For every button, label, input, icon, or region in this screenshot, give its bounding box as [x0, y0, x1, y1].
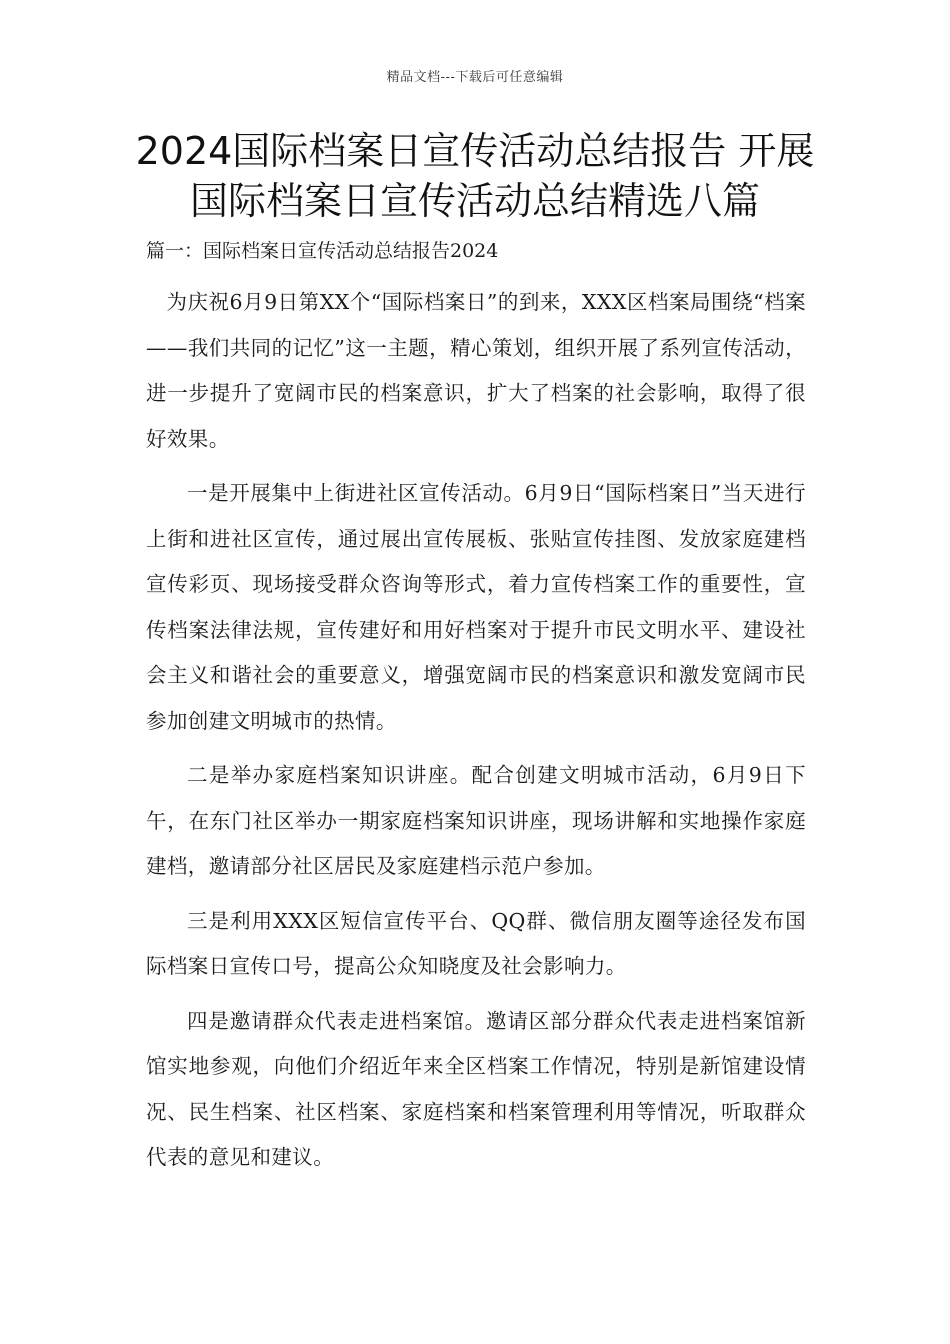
body-text — [146, 280, 806, 1181]
section-title: 篇一：国际档案日宣传活动总结报告2024 — [146, 240, 499, 262]
paragraph-intro: 为庆祝6月9日第XX个“国际档案日”的到来，XXX区档案局围绕“档案——我们共同的记忆”这一主题，精心策划，组织开展了系列宣传活动，进一步提升了宽阔市民的档案意识，扩大了档案的社会影响，取得了很好效果。 — [146, 290, 806, 451]
paragraph-item-1: 一是开展集中上街进社区宣传活动。6月9日“国际档案日”当天进行上街和进社区宣传，通过展出宣传展板、张贴宣传挂图、发放家庭建档宣传彩页、现场接受群众咨询等形式，着力宣传档案工作的重要性，宣传档案法律法规，宣传建好和用好档案对于提升市民文明水平、建设社会主义和谐社会的重要意义，增强宽阔市民的档案意识和激发宽阔市民参加创建文明城市的热情。 — [146, 481, 806, 733]
paragraph-item-2: 二是举办家庭档案知识讲座。配合创建文明城市活动，6月9日下午，在东门社区举办一期家庭档案知识讲座，现场讲解和实地操作家庭建档，邀请部分社区居民及家庭建档示范户参加。 — [146, 763, 806, 878]
document-title: 2024国际档案日宣传活动总结报告 开展国际档案日宣传活动总结精选八篇 — [135, 129, 815, 223]
paragraph-item-3: 三是利用XXX区短信宣传平台、QQ群、微信朋友圈等途径发布国际档案日宣传口号，提高公众知晓度及社会影响力。 — [146, 908, 806, 978]
header-note: 精品文档---下载后可任意编辑 — [386, 70, 564, 85]
paragraph-item-4: 四是邀请群众代表走进档案馆。邀请区部分群众代表走进档案馆新馆实地参观，向他们介绍近年来全区档案工作情况，特别是新馆建设情况、民生档案、社区档案、家庭档案和档案管理利用等情况，听取群众代表的意见和建议。 — [146, 1008, 806, 1169]
